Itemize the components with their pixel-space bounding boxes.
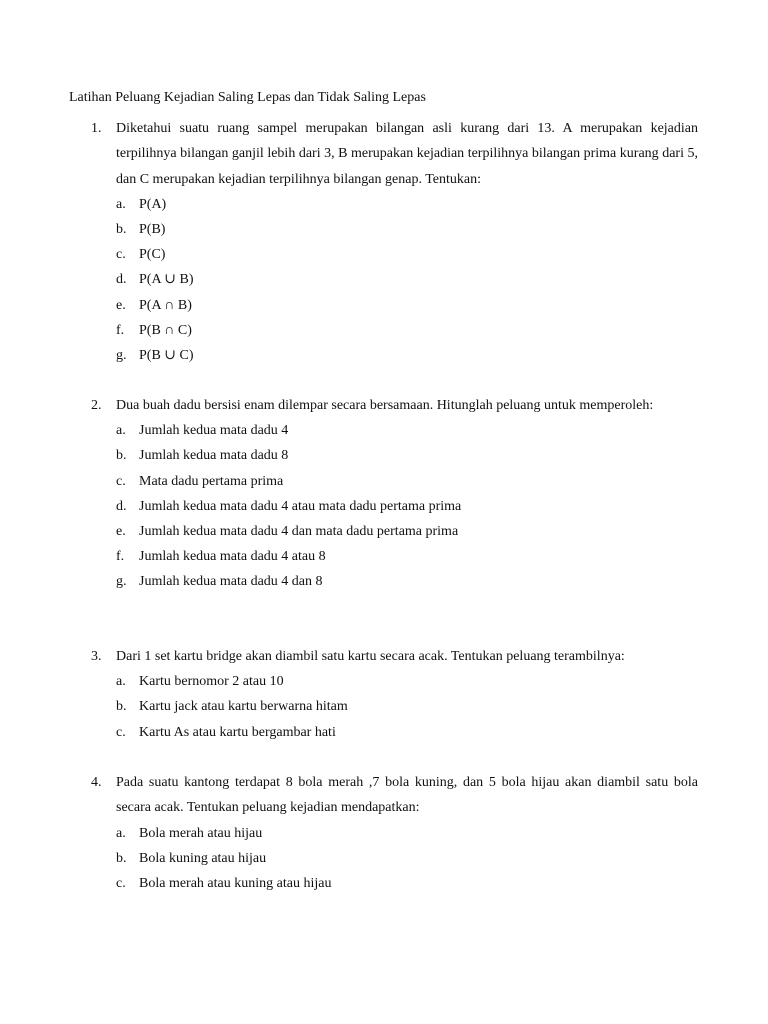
sub-question-letter: e. — [116, 524, 126, 540]
sub-question-list — [69, 669, 698, 745]
sub-question-text: P(B) — [139, 222, 166, 238]
sub-question-letter: f. — [116, 549, 125, 565]
sub-question-letter: f. — [116, 322, 125, 338]
question-1 — [69, 116, 698, 368]
sub-question-text: Jumlah kedua mata dadu 4 — [139, 423, 289, 439]
sub-question — [69, 267, 698, 292]
sub-question-text: Bola merah atau kuning atau hijau — [139, 875, 332, 891]
sub-question-letter: d. — [116, 272, 127, 288]
sub-question — [69, 569, 698, 594]
sub-question-list — [69, 192, 698, 368]
sub-question-text: Jumlah kedua mata dadu 8 — [139, 448, 289, 464]
sub-question-list — [69, 418, 698, 594]
question-number: 2. — [91, 398, 102, 413]
sub-question-text: Jumlah kedua mata dadu 4 dan mata dadu pertama prima — [139, 524, 459, 540]
sub-question-text: P(B ∪ C) — [139, 348, 194, 364]
sub-question — [69, 846, 698, 871]
sub-question — [69, 871, 698, 896]
sub-question-letter: b. — [116, 850, 127, 866]
sub-question — [69, 343, 698, 368]
sub-question — [69, 418, 698, 443]
sub-question-text: Kartu bernomor 2 atau 10 — [139, 674, 284, 690]
sub-question-text: P(B ∩ C) — [139, 322, 192, 338]
sub-question — [69, 494, 698, 519]
sub-question-letter: b. — [116, 448, 127, 464]
question-number: 3. — [91, 649, 102, 664]
sub-question-letter: c. — [116, 473, 126, 489]
sub-question-text: P(A) — [139, 196, 167, 212]
question-text: Pada suatu kantong terdapat 8 bola merah ,7 bola kuning, dan 5 bola hijau akan diambil satu bola secara acak. Tentukan peluang kejadian mendapatkan: — [116, 775, 698, 816]
question-text: Dari 1 set kartu bridge akan diambil satu kartu secara acak. Tentukan peluang terambilnya: — [116, 649, 625, 664]
sub-question — [69, 519, 698, 544]
sub-question — [69, 469, 698, 494]
sub-question-text: Bola kuning atau hijau — [139, 850, 267, 866]
question-2 — [69, 393, 698, 595]
question-number: 1. — [91, 121, 102, 136]
sub-question — [69, 293, 698, 318]
sub-question-letter: c. — [116, 724, 126, 740]
sub-question-letter: a. — [116, 825, 126, 841]
sub-question-text: Kartu jack atau kartu berwarna hitam — [139, 699, 348, 715]
sub-question — [69, 720, 698, 745]
sub-question-letter: g. — [116, 348, 127, 364]
question-3 — [69, 644, 698, 745]
sub-question-letter: a. — [116, 423, 126, 439]
sub-question-text: Bola merah atau hijau — [139, 825, 263, 841]
sub-question-letter: e. — [116, 297, 126, 313]
question-text: Dua buah dadu bersisi enam dilempar secara bersamaan. Hitunglah peluang untuk memperoleh: — [116, 398, 654, 413]
document-title: Latihan Peluang Kejadian Saling Lepas dan Tidak Saling Lepas — [69, 90, 426, 105]
sub-question-letter: a. — [116, 674, 126, 690]
sub-question — [69, 821, 698, 846]
sub-question-text: Mata dadu pertama prima — [139, 473, 284, 489]
question-4 — [69, 770, 698, 896]
sub-question-letter: b. — [116, 699, 127, 715]
sub-question — [69, 694, 698, 719]
sub-question — [69, 217, 698, 242]
sub-question-letter: b. — [116, 222, 127, 238]
sub-question — [69, 443, 698, 468]
sub-question — [69, 242, 698, 267]
sub-question-letter: a. — [116, 196, 126, 212]
sub-question — [69, 192, 698, 217]
question-number: 4. — [91, 775, 102, 790]
sub-question-text: P(C) — [139, 247, 166, 263]
sub-question-letter: c. — [116, 247, 126, 263]
sub-question-text: Jumlah kedua mata dadu 4 atau mata dadu pertama prima — [139, 498, 462, 514]
sub-question-letter: d. — [116, 498, 127, 514]
sub-question-text: Kartu As atau kartu bergambar hati — [139, 724, 336, 740]
sub-question-text: Jumlah kedua mata dadu 4 atau 8 — [139, 549, 326, 565]
question-text: Diketahui suatu ruang sampel merupakan bilangan asli kurang dari 13. A merupakan kejadian terpilihnya bilangan ganjil lebih dari 3, B merupakan kejadian terpilihnya bilangan prima kurang dari 5, dan C merupakan kejadian terpilihnya bilangan genap. Tentukan: — [116, 121, 698, 187]
sub-question-letter: g. — [116, 574, 127, 590]
sub-question — [69, 318, 698, 343]
sub-question-text: Jumlah kedua mata dadu 4 dan 8 — [139, 574, 323, 590]
sub-question — [69, 544, 698, 569]
sub-question-text: P(A ∪ B) — [139, 272, 194, 288]
sub-question-list — [69, 821, 698, 897]
sub-question-text: P(A ∩ B) — [139, 297, 192, 313]
sub-question-letter: c. — [116, 875, 126, 891]
sub-question — [69, 669, 698, 694]
